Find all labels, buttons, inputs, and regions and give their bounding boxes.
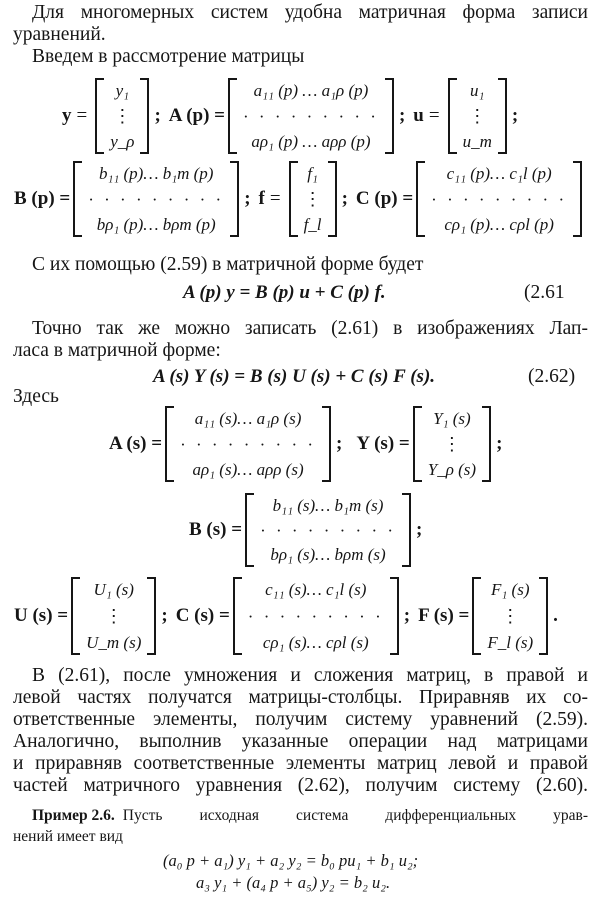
para1-line1: Для многомерных систем удобна матричная форма записи <box>32 2 588 23</box>
equation-2-62: A (s) Y (s) = B (s) U (s) + C (s) F (s). <box>153 366 436 387</box>
para2: С их помощью (2.59) в матричной форме будет <box>32 254 424 275</box>
example-line1: Пример 2.6. Пусть исходная система дифференциальных урав- <box>32 807 588 824</box>
matrix-B-s: b₁₁ (s)… b₁m (s) · · · · · · · · · bρ₁ (s)… bρm (s) <box>245 493 411 567</box>
C-s-label: C (s) = <box>175 605 230 626</box>
para4-line1: В (2.61), после умножения и сложения матриц, в правой и <box>32 665 588 686</box>
equation-2-62-number: (2.62) <box>528 366 576 387</box>
matrix-A-s: a₁₁ (s)… a₁ρ (s) · · · · · · · · · aρ₁ (s)… aρρ (s) <box>165 406 331 482</box>
matrix-row-1: y = y₁ ⋮ y_ρ ; A (p) = a₁₁ (p) … a₁ρ (p) · · · · · · · · · aρ₁ (p) … aρρ (p) ; u = u₁ ⋮ u_m ; <box>62 77 526 155</box>
matrix-Y-s: Y₁ (s) ⋮ Y_ρ (s) <box>413 406 491 482</box>
C-p-label: C (p) = <box>355 188 414 209</box>
matrix-row-2: B (p) = b₁₁ (p)… b₁m (p) · · · · · · · · · bρ₁ (p)… bρm (p) ; f = f₁ ⋮ f_l ; C (p) = c₁₁ (p)… c₁l (p) · · · · · · · · · cρ₁ (p)… cρl (p) <box>14 160 585 238</box>
U-s-label: U (s) = <box>14 605 69 626</box>
para4-line3: ответственные элементы, получим систему уравнений (2.59). <box>13 709 588 730</box>
matrix-f: f₁ ⋮ f_l <box>289 161 337 237</box>
para4-line5: и приравняв соответственные элементы матриц левой и правой <box>13 753 588 774</box>
Y-s-label: Y (s) = <box>356 433 410 454</box>
equation-2-61: A (p) y = B (p) u + C (p) f. <box>183 282 386 303</box>
para1-line3: Введем в рассмотрение матрицы <box>32 46 305 67</box>
matrix-B-p: b₁₁ (p)… b₁m (p) · · · · · · · · · bρ₁ (p)… bρm (p) <box>73 161 239 237</box>
u-symbol: u <box>413 105 424 126</box>
matrix-C-s: c₁₁ (s)… c₁l (s) · · · · · · · · · cρ₁ (s)… cρl (s) <box>233 577 399 655</box>
para1-line2: уравнений. <box>13 24 106 45</box>
y-symbol: y <box>62 105 72 126</box>
f-symbol: f <box>258 188 265 209</box>
B-s-label: B (s) = <box>189 519 243 540</box>
A-p-label: A (p) = <box>168 105 225 126</box>
F-s-label: F (s) = <box>418 605 470 626</box>
matrix-u: u₁ ⋮ u_m <box>448 78 507 154</box>
example-line2: нений имеет вид <box>13 828 123 845</box>
here-label: Здесь <box>13 386 59 407</box>
matrix-F-s: F₁ (s) ⋮ F_l (s) <box>472 577 548 655</box>
B-p-label: B (p) = <box>14 188 71 209</box>
matrix-y: y₁ ⋮ y_ρ <box>95 78 149 154</box>
matrix-row-5: U (s) = U₁ (s) ⋮ U_m (s) ; C (s) = c₁₁ (s)… c₁l (s) · · · · · · · · · cρ₁ (s)… cρl (s) ; F (s) = F₁ (s) ⋮ F_l (s) . <box>14 576 566 656</box>
example-equation-2: a₃ y₁ + (a₄ p + a₅) y₂ = b₂ u₂. <box>196 873 391 892</box>
matrix-row-4: B (s) = b₁₁ (s)… b₁m (s) · · · · · · · · · bρ₁ (s)… bρm (s) ; <box>189 492 430 568</box>
equation-2-61-number: (2.61 <box>524 282 565 303</box>
matrix-A-p: a₁₁ (p) … a₁ρ (p) · · · · · · · · · aρ₁ (p) … aρρ (p) <box>228 78 394 154</box>
para4-line2: левой частях получатся матрицы-столбцы. Приравняв их со- <box>13 687 588 708</box>
para4-line4: Аналогично, выполнив указанные операции над матрицами <box>13 731 588 752</box>
example-equation-1: (a₀ p + a₁) y₁ + a₂ y₂ = b₀ pu₁ + b₁ u₂; <box>163 851 419 870</box>
para3-line2: ласа в матричной форме: <box>13 340 221 361</box>
matrix-C-p: c₁₁ (p)… c₁l (p) · · · · · · · · · cρ₁ (p)… cρl (p) <box>416 161 582 237</box>
para4-line6: частей матричного уравнения (2.62), получим систему (2.60). <box>13 775 588 796</box>
matrix-row-3: A (s) = a₁₁ (s)… a₁ρ (s) · · · · · · · · · aρ₁ (s)… aρρ (s) ; Y (s) = Y₁ (s) ⋮ Y_ρ (s) ; <box>109 405 510 483</box>
example-title: Пример 2.6. <box>32 807 115 824</box>
matrix-U-s: U₁ (s) ⋮ U_m (s) <box>71 577 156 655</box>
A-s-label: A (s) = <box>109 433 163 454</box>
para3-line1: Точно так же можно записать (2.61) в изображениях Лап- <box>32 318 588 339</box>
